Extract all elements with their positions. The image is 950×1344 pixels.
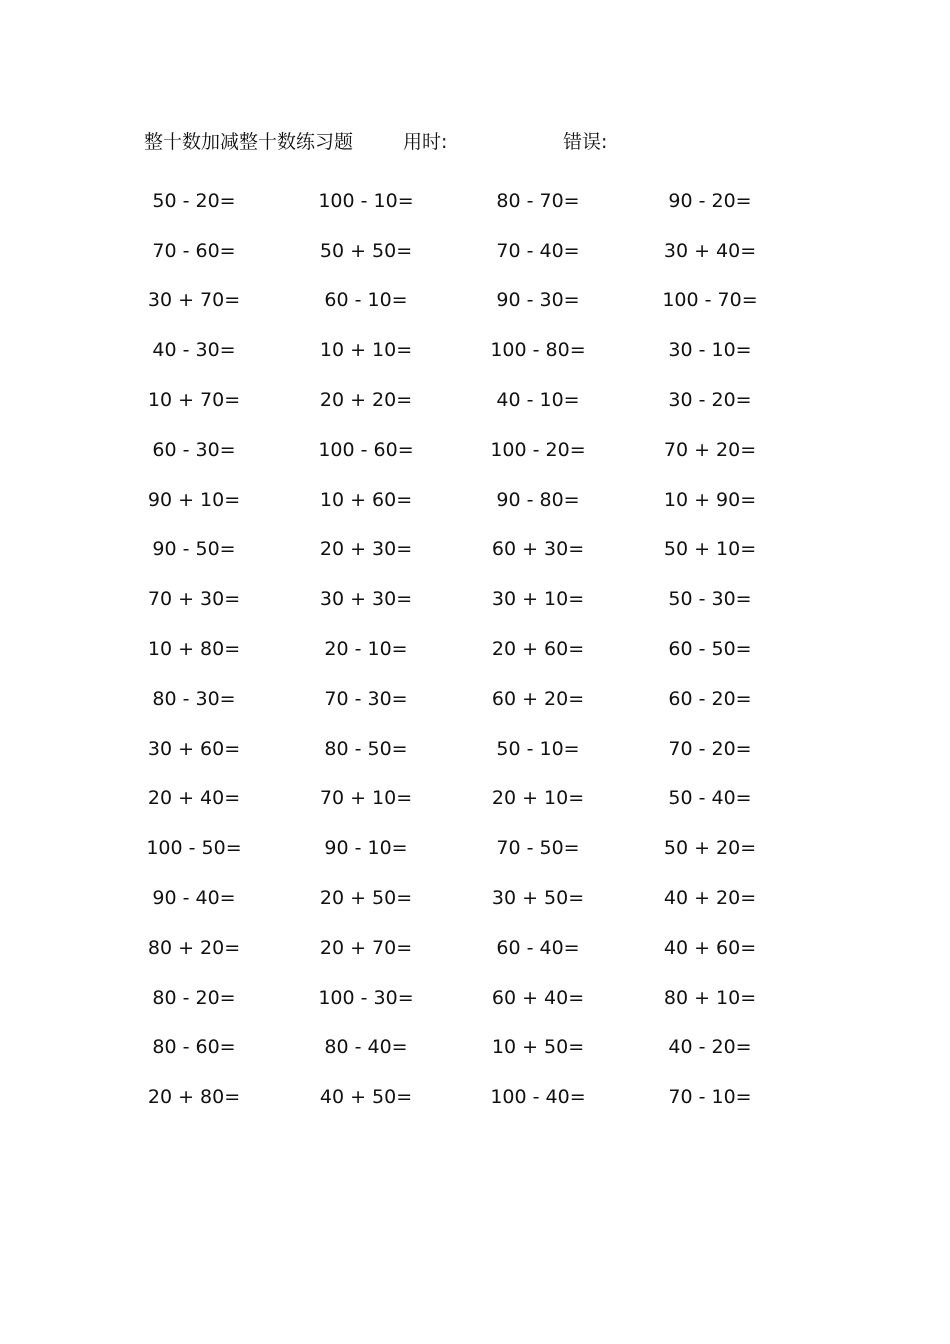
problem-item: 30 + 50= [491,887,585,910]
problem-row [108,176,796,226]
problem-item: 100 - 80= [490,339,586,362]
problem-item: 80 - 20= [152,986,236,1009]
problem-row [108,574,796,624]
problem-item: 60 - 20= [668,687,752,710]
problem-item: 10 + 60= [319,488,413,511]
problem-item: 30 + 70= [147,289,241,312]
problem-item: 20 + 20= [319,389,413,412]
problem-item: 70 - 30= [324,687,408,710]
time-used-label: 用时: [403,131,448,153]
problem-item: 70 + 30= [147,588,241,611]
problem-item: 90 + 10= [147,488,241,511]
problem-row [108,226,796,276]
problem-item: 80 + 20= [147,936,241,959]
problem-item: 20 - 10= [324,638,408,661]
problem-row [108,475,796,525]
problem-row [108,973,796,1023]
problem-item: 70 - 40= [496,239,580,262]
problem-item: 60 - 50= [668,638,752,661]
problem-item: 50 + 50= [319,239,413,262]
problem-item: 90 - 50= [152,538,236,561]
problem-item: 90 - 20= [668,189,752,212]
problem-row [108,425,796,475]
problem-item: 70 - 50= [496,837,580,860]
problem-item: 100 - 20= [490,438,586,461]
worksheet-title: 整十数加减整十数练习题 [144,131,354,153]
problem-item: 50 - 20= [152,189,236,212]
problem-item: 20 + 30= [319,538,413,561]
problem-item: 80 - 50= [324,737,408,760]
problem-row [108,325,796,375]
problem-row [108,873,796,923]
problem-row [108,1023,796,1073]
problem-item: 80 - 40= [324,1036,408,1059]
problem-item: 30 - 10= [668,339,752,362]
problem-item: 40 - 10= [496,389,580,412]
problem-item: 40 + 60= [663,936,757,959]
problem-row [108,525,796,575]
problem-item: 50 - 30= [668,588,752,611]
problem-item: 100 - 50= [146,837,242,860]
problem-item: 100 - 70= [662,289,758,312]
problem-row [108,923,796,973]
problem-item: 80 - 30= [152,687,236,710]
problem-item: 70 + 20= [663,438,757,461]
problem-item: 100 - 60= [318,438,414,461]
problem-item: 80 + 10= [663,986,757,1009]
problem-item: 20 + 40= [147,787,241,810]
problem-item: 70 - 20= [668,737,752,760]
problem-item: 80 - 60= [152,1036,236,1059]
problem-item: 100 - 40= [490,1086,586,1109]
problem-item: 30 - 20= [668,389,752,412]
problem-item: 40 - 20= [668,1036,752,1059]
problem-item: 50 - 40= [668,787,752,810]
problem-item: 20 + 60= [491,638,585,661]
problem-row [108,823,796,873]
problem-item: 60 - 10= [324,289,408,312]
problem-item: 10 + 50= [491,1036,585,1059]
problem-item: 100 - 10= [318,189,414,212]
problem-item: 90 - 30= [496,289,580,312]
problem-item: 70 + 10= [319,787,413,810]
problem-item: 50 + 20= [663,837,757,860]
problem-item: 60 - 30= [152,438,236,461]
problem-row [108,375,796,425]
problem-item: 20 + 70= [319,936,413,959]
worksheet-header [0,128,950,156]
problem-item: 10 + 90= [663,488,757,511]
problem-row [108,624,796,674]
problem-row [108,674,796,724]
problem-row [108,774,796,824]
problem-item: 50 - 10= [496,737,580,760]
problem-item: 70 - 10= [668,1086,752,1109]
error-count-label: 错误: [563,131,608,153]
problem-item: 10 + 70= [147,389,241,412]
problem-item: 20 + 10= [491,787,585,810]
problem-grid [108,176,796,1122]
problem-item: 40 + 50= [319,1086,413,1109]
problem-item: 100 - 30= [318,986,414,1009]
problem-item: 10 + 10= [319,339,413,362]
problem-item: 60 + 40= [491,986,585,1009]
problem-item: 20 + 50= [319,887,413,910]
problem-row [108,276,796,326]
problem-item: 90 - 10= [324,837,408,860]
problem-item: 60 - 40= [496,936,580,959]
problem-item: 30 + 40= [663,239,757,262]
problem-item: 40 - 30= [152,339,236,362]
problem-item: 80 - 70= [496,189,580,212]
problem-item: 30 + 60= [147,737,241,760]
problem-item: 50 + 10= [663,538,757,561]
problem-item: 60 + 20= [491,687,585,710]
problem-row [108,1072,796,1122]
problem-row [108,724,796,774]
problem-item: 30 + 10= [491,588,585,611]
problem-item: 60 + 30= [491,538,585,561]
problem-item: 90 - 80= [496,488,580,511]
problem-item: 40 + 20= [663,887,757,910]
problem-item: 70 - 60= [152,239,236,262]
problem-item: 30 + 30= [319,588,413,611]
problem-item: 20 + 80= [147,1086,241,1109]
problem-item: 10 + 80= [147,638,241,661]
problem-item: 90 - 40= [152,887,236,910]
